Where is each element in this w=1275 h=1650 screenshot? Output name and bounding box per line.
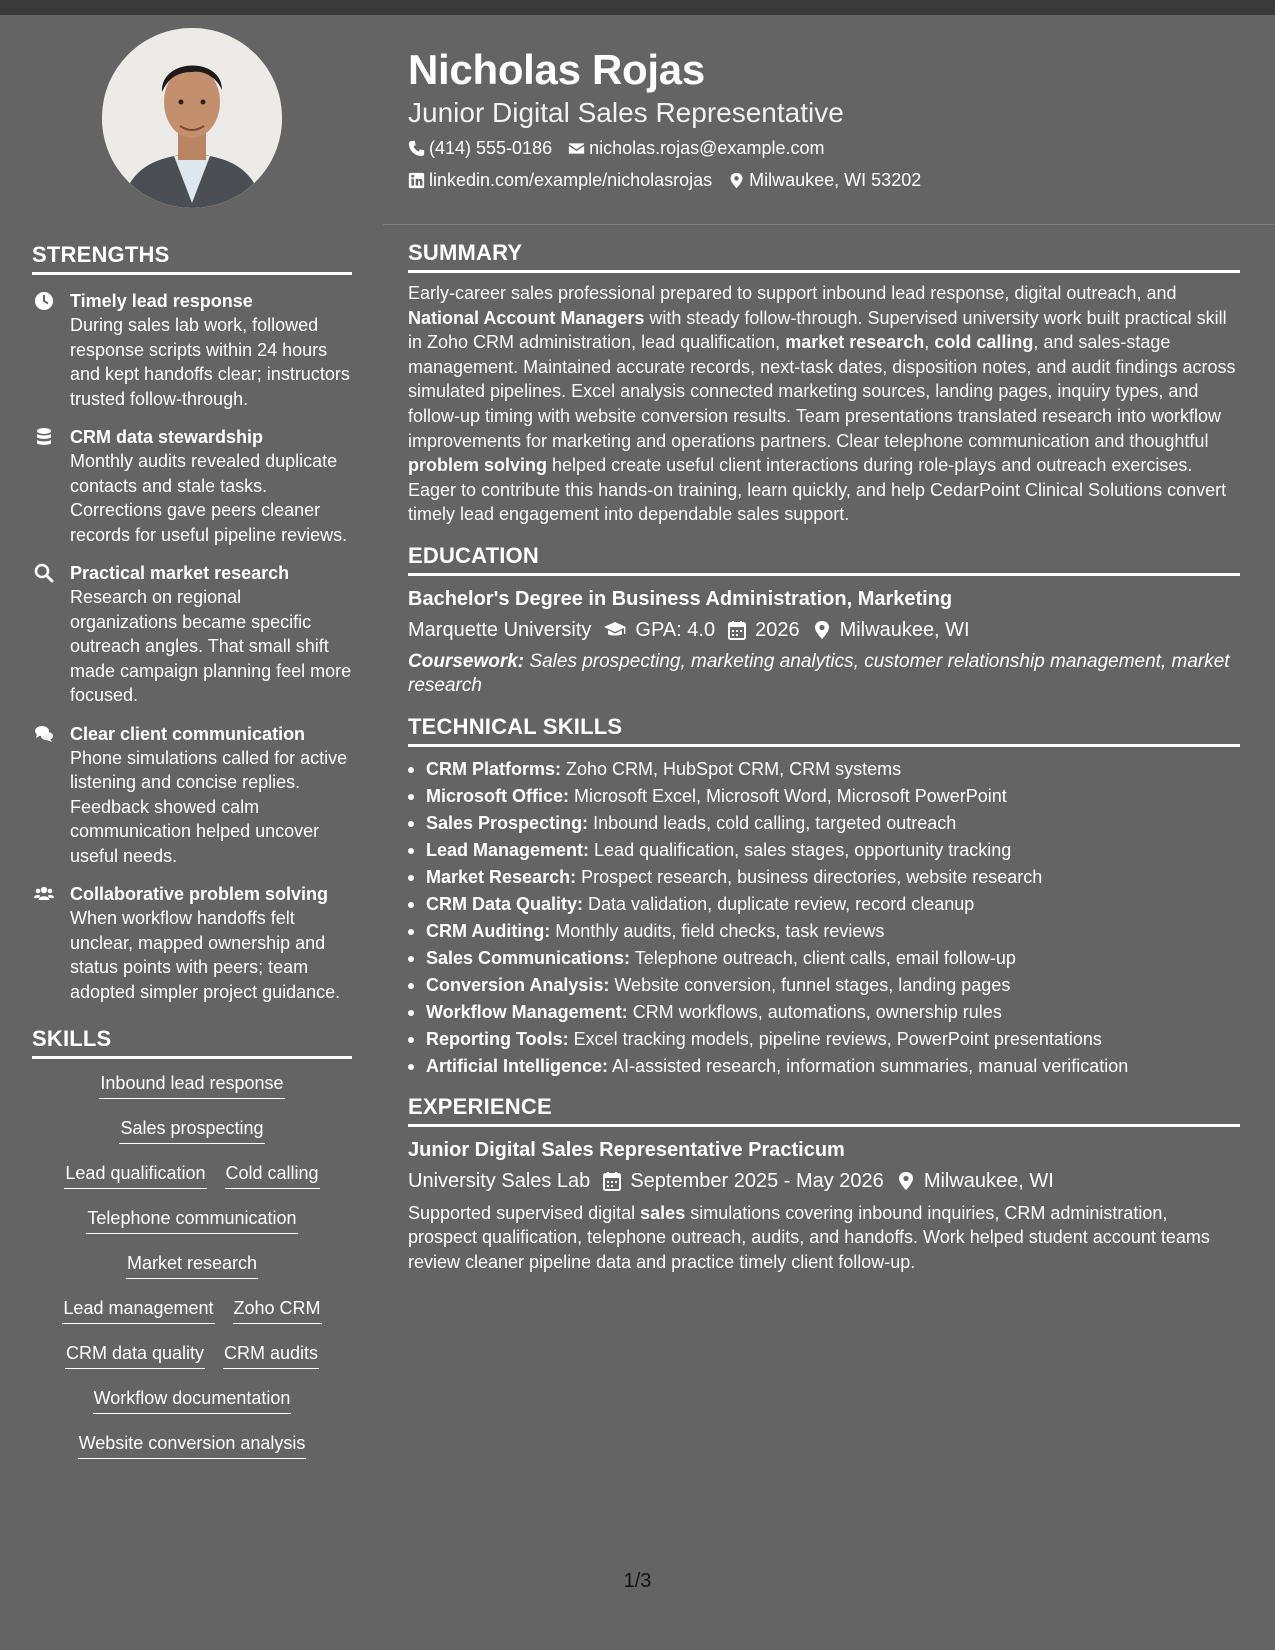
gpa: GPA: 4.0 <box>603 616 715 644</box>
skills-heading: SKILLS <box>32 1026 352 1059</box>
calendar-icon <box>727 620 747 640</box>
list-item: Market Research: Prospect research, business directories, website research <box>408 864 1240 891</box>
strengths-heading: STRENGTHS <box>32 242 352 275</box>
map-pin-icon <box>896 1171 916 1191</box>
list-item: Sales Communications: Telephone outreach, client calls, email follow-up <box>408 945 1240 972</box>
linkedin-text[interactable]: linkedin.com/example/nicholasrojas <box>429 170 713 190</box>
phone-text: (414) 555-0186 <box>429 138 553 158</box>
coursework: Coursework: Sales prospecting, marketing analytics, customer relationship management, market research <box>408 650 1230 696</box>
list-item: CRM Data Quality: Data validation, duplicate review, record cleanup <box>408 891 1240 918</box>
chat-icon <box>34 724 56 746</box>
strength-item <box>32 425 352 547</box>
main-column <box>408 240 1240 1274</box>
list-item: Sales Prospecting: Inbound leads, cold calling, targeted outreach <box>408 810 1240 837</box>
strengths-section <box>32 242 352 1004</box>
linkedin-icon <box>408 172 425 189</box>
candidate-role: Junior Digital Sales Representative <box>408 97 844 128</box>
avatar <box>102 28 282 208</box>
email-text[interactable]: nicholas.rojas@example.com <box>589 138 825 158</box>
map-pin-icon <box>812 620 832 640</box>
header-divider <box>383 224 1275 225</box>
location-text: Milwaukee, WI 53202 <box>749 170 922 190</box>
users-icon <box>34 884 56 906</box>
skill-tag: Website conversion analysis <box>78 1431 307 1459</box>
location-contact <box>728 168 921 192</box>
list-item: Workflow Management: CRM workflows, automations, ownership rules <box>408 999 1240 1026</box>
strength-item <box>32 561 352 708</box>
skill-tag: Sales prospecting <box>119 1116 264 1144</box>
strength-title: Timely lead response <box>70 291 253 311</box>
strength-text: During sales lab work, followed response scripts within 24 hours and kept handoffs clear; instructors trusted follow-through. <box>70 315 350 409</box>
education-section <box>408 543 1240 698</box>
strength-text: Monthly audits revealed duplicate contacts and stale tasks. Corrections gave peers cleaner records for useful pipeline reviews. <box>70 451 348 545</box>
strength-title: Collaborative problem solving <box>70 884 329 904</box>
list-item: Microsoft Office: Microsoft Excel, Microsoft Word, Microsoft PowerPoint <box>408 783 1240 810</box>
strength-text: Phone simulations called for active listening and concise replies. Feedback showed calm communication helped uncover useful needs. <box>70 747 348 866</box>
degree-title: Bachelor's Degree in Business Administration, Marketing <box>408 587 953 610</box>
map-pin-icon <box>728 172 745 189</box>
strength-item <box>32 882 352 1004</box>
database-icon <box>34 427 56 449</box>
technical-skills-section <box>408 714 1240 1080</box>
strength-text: When workflow handoffs felt unclear, mapped ownership and status points with peers; team adopted simpler project guidance. <box>70 908 341 1002</box>
list-item: Conversion Analysis: Website conversion, funnel stages, landing pages <box>408 972 1240 999</box>
contact-row <box>408 136 1248 160</box>
skill-tag: Workflow documentation <box>93 1386 292 1414</box>
summary-section <box>408 240 1240 527</box>
phone-icon <box>408 140 425 157</box>
sidebar <box>32 28 352 1476</box>
candidate-name: Nicholas Rojas <box>408 46 705 93</box>
summary-heading: SUMMARY <box>408 240 1240 273</box>
resume-header <box>408 44 1248 192</box>
graduation-cap-icon <box>603 620 627 640</box>
strength-title: Clear client communication <box>70 723 306 744</box>
education-location: Milwaukee, WI <box>812 616 970 644</box>
strength-text: Research on regional organizations became specific outreach angles. That small shift made campaign planning feel more focused. <box>70 587 352 705</box>
page-number: 1/3 <box>623 1570 652 1592</box>
skill-tag: CRM data quality <box>65 1341 205 1369</box>
skills-list <box>32 1071 352 1476</box>
list-item: CRM Auditing: Monthly audits, field checks, task reviews <box>408 918 1240 945</box>
strength-item <box>32 722 352 869</box>
strength-item <box>32 289 352 411</box>
organization: University Sales Lab <box>408 1169 591 1192</box>
summary-text: Early-career sales professional prepared to support inbound lead response, digital outreach, and National Account Managers with steady follow-through. Supervised university work built practical skill in Zoho CRM administration, lead qualification, market research, cold calling, and sales-stage management. Maintained accurate records, next-task dates, disposition notes, and audit findings across simulated pipelines. Excel analysis connected marketing sources, landing pages, inquiry types, and follow-up timing with website conversion results. Team presentations translated research into workflow improvements for marketing and operations partners. Clear telephone communication and thoughtful problem solving helped create useful client interactions during role-plays and outreach exercises. Eager to contribute this hands-on training, learn quickly, and help CedarPoint Clinical Solutions convert timely lead engagement into dependable sales support. <box>408 283 1236 525</box>
list-item: Lead Management: Lead qualification, sales stages, opportunity tracking <box>408 837 1240 864</box>
job-location: Milwaukee, WI <box>896 1167 1054 1195</box>
contact-row <box>408 168 1248 192</box>
skill-tag: Lead qualification <box>64 1161 206 1189</box>
calendar-icon <box>602 1171 622 1191</box>
linkedin-contact[interactable] <box>408 168 712 192</box>
job-dates: September 2025 - May 2026 <box>602 1167 884 1195</box>
list-item: Reporting Tools: Excel tracking models, pipeline reviews, PowerPoint presentations <box>408 1026 1240 1053</box>
search-icon <box>34 563 56 585</box>
email-contact[interactable] <box>568 136 824 160</box>
skill-tag: Inbound lead response <box>99 1071 284 1099</box>
technical-skills-heading: TECHNICAL SKILLS <box>408 714 1240 747</box>
skill-tag: CRM audits <box>223 1341 319 1369</box>
envelope-icon <box>568 140 585 157</box>
experience-meta <box>408 1167 1240 1195</box>
skill-tag: Lead management <box>62 1296 214 1324</box>
skill-tag: Market research <box>126 1251 258 1279</box>
skill-tag: Telephone communication <box>86 1206 297 1234</box>
school-name: Marquette University <box>408 618 592 641</box>
graduation-year: 2026 <box>727 616 800 644</box>
skill-tag: Zoho CRM <box>233 1296 322 1324</box>
phone-contact <box>408 136 552 160</box>
strength-title: Practical market research <box>70 563 290 583</box>
top-bar <box>0 0 1275 15</box>
clock-icon <box>34 291 56 313</box>
technical-skills-list <box>408 756 1240 1080</box>
skills-section <box>32 1026 352 1476</box>
job-description: Supported supervised digital sales simulations covering inbound inquiries, CRM administration, prospect qualification, telephone outreach, audits, and handoffs. Work helped student account teams review cleaner pipeline data and practice timely client follow-up. <box>408 1202 1210 1272</box>
skill-tag: Cold calling <box>225 1161 320 1189</box>
experience-heading: EXPERIENCE <box>408 1094 1240 1127</box>
list-item: Artificial Intelligence: AI-assisted research, information summaries, manual verification <box>408 1053 1240 1080</box>
job-title: Junior Digital Sales Representative Practicum <box>408 1138 845 1161</box>
list-item: CRM Platforms: Zoho CRM, HubSpot CRM, CRM systems <box>408 756 1240 783</box>
education-meta <box>408 616 1240 644</box>
education-heading: EDUCATION <box>408 543 1240 576</box>
experience-section <box>408 1094 1240 1275</box>
strength-title: CRM data stewardship <box>70 427 264 447</box>
